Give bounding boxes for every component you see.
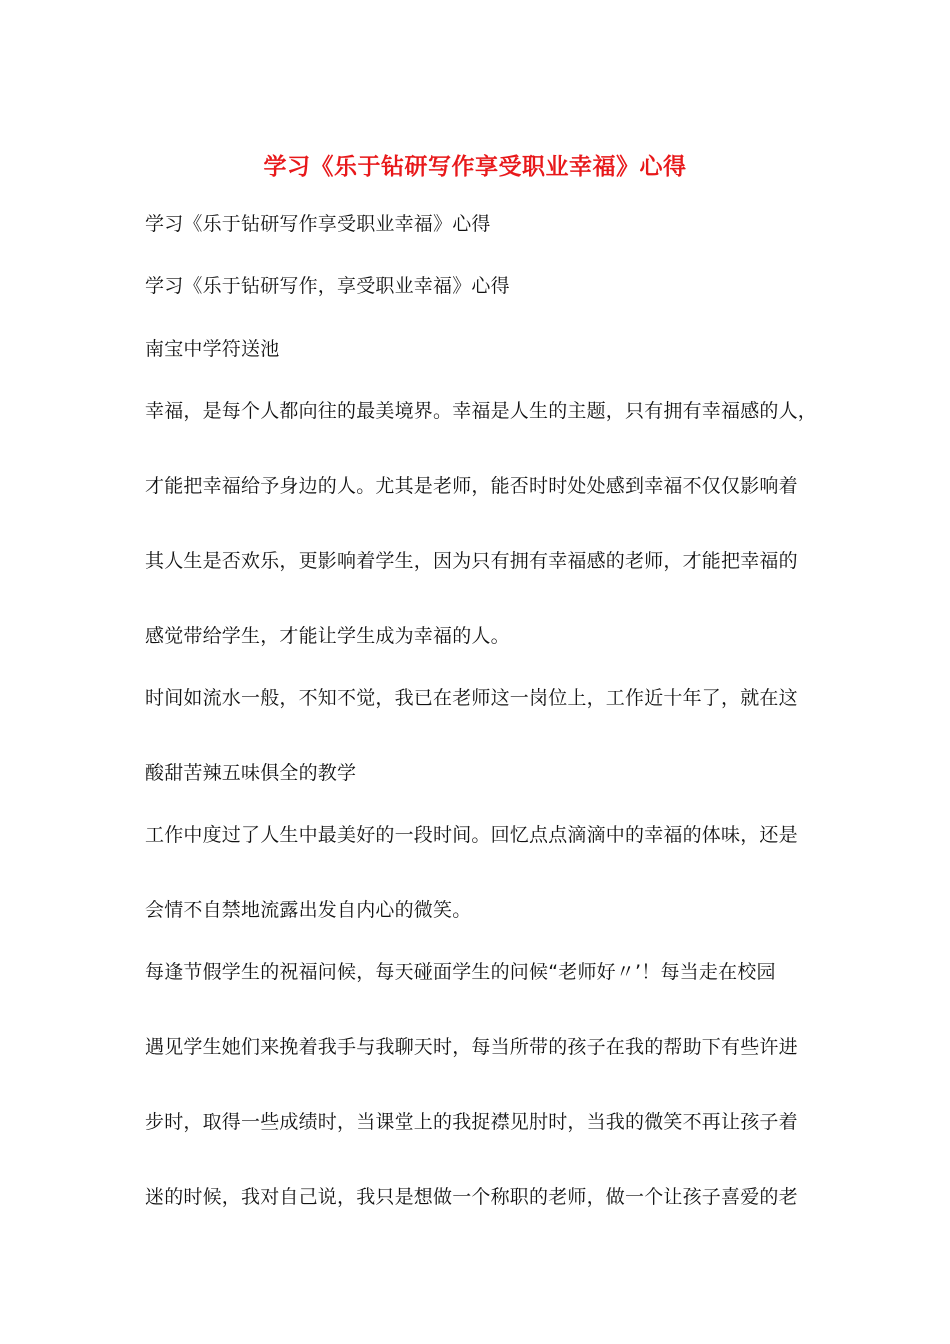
text-line: 会情不自禁地流露出发自内心的微笑。 bbox=[145, 899, 472, 921]
text-line: 步时，取得一些成绩时，当课堂上的我捉襟见肘时，当我的微笑不再让孩子着 bbox=[145, 1111, 798, 1133]
text-line: 才能把幸福给予身边的人。尤其是老师，能否时时处处感到幸福不仅仅影响着 bbox=[145, 475, 798, 497]
text-line: 其人生是否欢乐，更影响着学生，因为只有拥有幸福感的老师，才能把幸福的 bbox=[145, 550, 798, 572]
text-line: 酸甜苦辣五味俱全的教学 bbox=[145, 762, 357, 784]
text-line: 学习《乐于钻研写作享受职业幸福》心得 bbox=[145, 213, 491, 235]
text-line: 学习《乐于钻研写作，享受职业幸福》心得 bbox=[145, 275, 510, 297]
author-line: 南宝中学符送池 bbox=[145, 338, 280, 360]
text-line: 时间如流水一般，不知不觉，我已在老师这一岗位上，工作近十年了，就在这 bbox=[145, 687, 798, 709]
text-line: 感觉带给学生，才能让学生成为幸福的人。 bbox=[145, 625, 510, 647]
text-line: 每逢节假学生的祝福问候，每天碰面学生的问候“老师好〃’！每当走在校园 bbox=[145, 961, 776, 983]
text-line: 迷的时候，我对自己说，我只是想做一个称职的老师，做一个让孩子喜爱的老 bbox=[145, 1186, 798, 1208]
document-title: 学习《乐于钻研写作享受职业幸福》心得 bbox=[263, 154, 687, 180]
text-line: 幸福，是每个人都向往的最美境界。幸福是人生的主题，只有拥有幸福感的人， bbox=[145, 400, 818, 422]
text-line: 工作中度过了人生中最美好的一段时间。回忆点点滴滴中的幸福的体味，还是 bbox=[145, 824, 798, 846]
text-line: 遇见学生她们来挽着我手与我聊天时，每当所带的孩子在我的帮助下有些许进 bbox=[145, 1036, 798, 1058]
